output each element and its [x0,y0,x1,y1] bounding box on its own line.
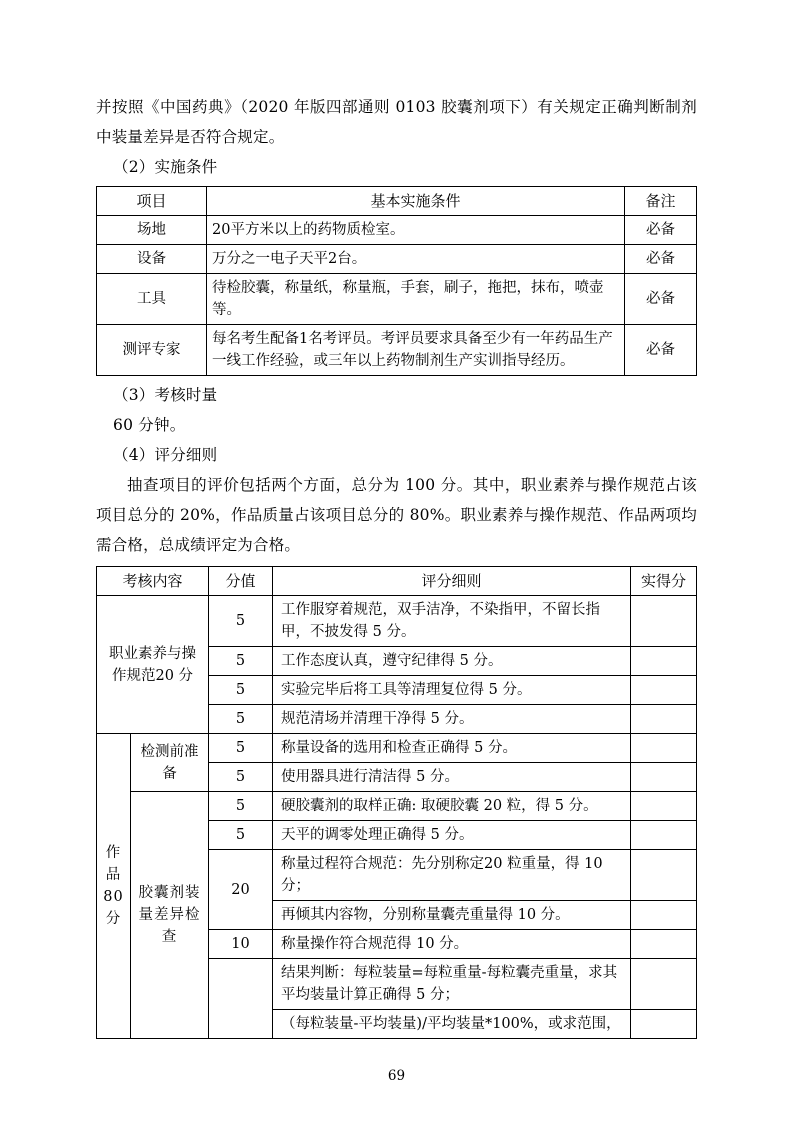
cell-actual-score [631,647,697,676]
cell-detail: 工作服穿着规范，双手洁净，不染指甲，不留长指甲，不披发得 5 分。 [273,596,631,647]
cell-subgroup-preparation: 检测前准备 [131,734,209,792]
table-row [97,596,697,647]
cell-score: 5 [209,676,273,705]
cell-detail: 使用器具进行清洁得 5 分。 [273,763,631,792]
cell-score: 10 [209,930,273,959]
paragraph-scoring-description: 抽查项目的评价包括两个方面，总分为 100 分。其中，职业素养与操作规范占该项目总分的 20%，作品质量占该项目总分的 80%。职业素养与操作规范、作品两项均需合格，总成绩评定为合格。 [96,476,697,554]
table-row [97,792,697,821]
paragraph-implementation-conditions-heading: （2）实施条件 [113,158,218,176]
column-header-item: 项目 [97,187,207,216]
table-row [97,325,697,376]
column-header-content: 考核内容 [97,567,209,596]
cell-condition: 万分之一电子天平2台。 [207,245,625,274]
cell-item: 场地 [97,216,207,245]
cell-detail: 工作态度认真，遵守纪律得 5 分。 [273,647,631,676]
cell-condition: 20平方米以上的药物质检室。 [207,216,625,245]
cell-score: 5 [209,734,273,763]
cell-actual-score [631,901,697,930]
table-row [97,274,697,325]
cell-detail: （每粒装量-平均装量)/平均装量*100%，或求范围， [273,1010,631,1039]
cell-item: 工具 [97,274,207,325]
cell-detail: 硬胶囊剂的取样正确: 取硬胶囊 20 粒，得 5 分。 [273,792,631,821]
cell-actual-score [631,705,697,734]
paragraph-duration-value: 60 分钟。 [113,416,186,434]
scoring-rules-table [96,566,697,1039]
cell-group-professional: 职业素养与操作规范20 分 [97,596,209,734]
table-row [97,734,697,763]
cell-actual-score [631,676,697,705]
cell-score: 5 [209,647,273,676]
table-row [97,216,697,245]
cell-score [209,959,273,1039]
cell-item: 设备 [97,245,207,274]
implementation-conditions-table [96,186,697,376]
cell-detail: 规范清场并清理干净得 5 分。 [273,705,631,734]
column-header-score: 分值 [209,567,273,596]
cell-condition: 每名考生配备1名考评员。考评员要求具备至少有一年药品生产一线工作经验，或三年以上药物制剂生产实训指导经历。 [207,325,625,376]
cell-remark: 必备 [625,216,697,245]
cell-score: 5 [209,792,273,821]
cell-actual-score [631,850,697,901]
cell-score: 5 [209,705,273,734]
cell-subgroup-capsule-check: 胶囊剂装量差异检查 [131,792,209,1039]
paragraph-duration-heading: （3）考核时量 [113,386,218,404]
cell-actual-score [631,792,697,821]
cell-remark: 必备 [625,245,697,274]
cell-item: 测评专家 [97,325,207,376]
cell-detail: 再倾其内容物，分别称量囊壳重量得 10 分。 [273,901,631,930]
cell-score: 5 [209,763,273,792]
cell-detail: 称量设备的选用和检查正确得 5 分。 [273,734,631,763]
cell-detail: 称量过程符合规范：先分别称定20 粒重量，得 10 分； [273,850,631,901]
table-header-row [97,567,697,596]
column-header-condition: 基本实施条件 [207,187,625,216]
cell-actual-score [631,763,697,792]
cell-actual-score [631,930,697,959]
cell-actual-score [631,821,697,850]
cell-actual-score [631,596,697,647]
cell-condition: 待检胶囊，称量纸，称量瓶，手套，刷子，拖把，抹布，喷壶等。 [207,274,625,325]
cell-detail: 实验完毕后将工具等清理复位得 5 分。 [273,676,631,705]
cell-remark: 必备 [625,325,697,376]
cell-actual-score [631,1010,697,1039]
paragraph-scoring-heading: （4）评分细则 [113,446,218,464]
table-header-row [97,187,697,216]
cell-group-work: 作品80 分 [97,734,131,1039]
column-header-detail: 评分细则 [273,567,631,596]
column-header-remark: 备注 [625,187,697,216]
cell-score: 5 [209,596,273,647]
cell-score: 5 [209,821,273,850]
cell-score: 20 [209,850,273,930]
cell-remark: 必备 [625,274,697,325]
paragraph-intro: 并按照《中国药典》（2020 年版四部通则 0103 胶囊剂项下）有关规定正确判断制剂中装量差异是否符合规定。 [96,98,697,146]
column-header-actual: 实得分 [631,567,697,596]
cell-detail: 称量操作符合规范得 10 分。 [273,930,631,959]
cell-actual-score [631,959,697,1010]
page-number: 69 [387,1068,406,1084]
cell-detail: 结果判断：每粒装量=每粒重量-每粒囊壳重量，求其平均装量计算正确得 5 分； [273,959,631,1010]
table-row [97,245,697,274]
cell-actual-score [631,734,697,763]
cell-detail: 天平的调零处理正确得 5 分。 [273,821,631,850]
